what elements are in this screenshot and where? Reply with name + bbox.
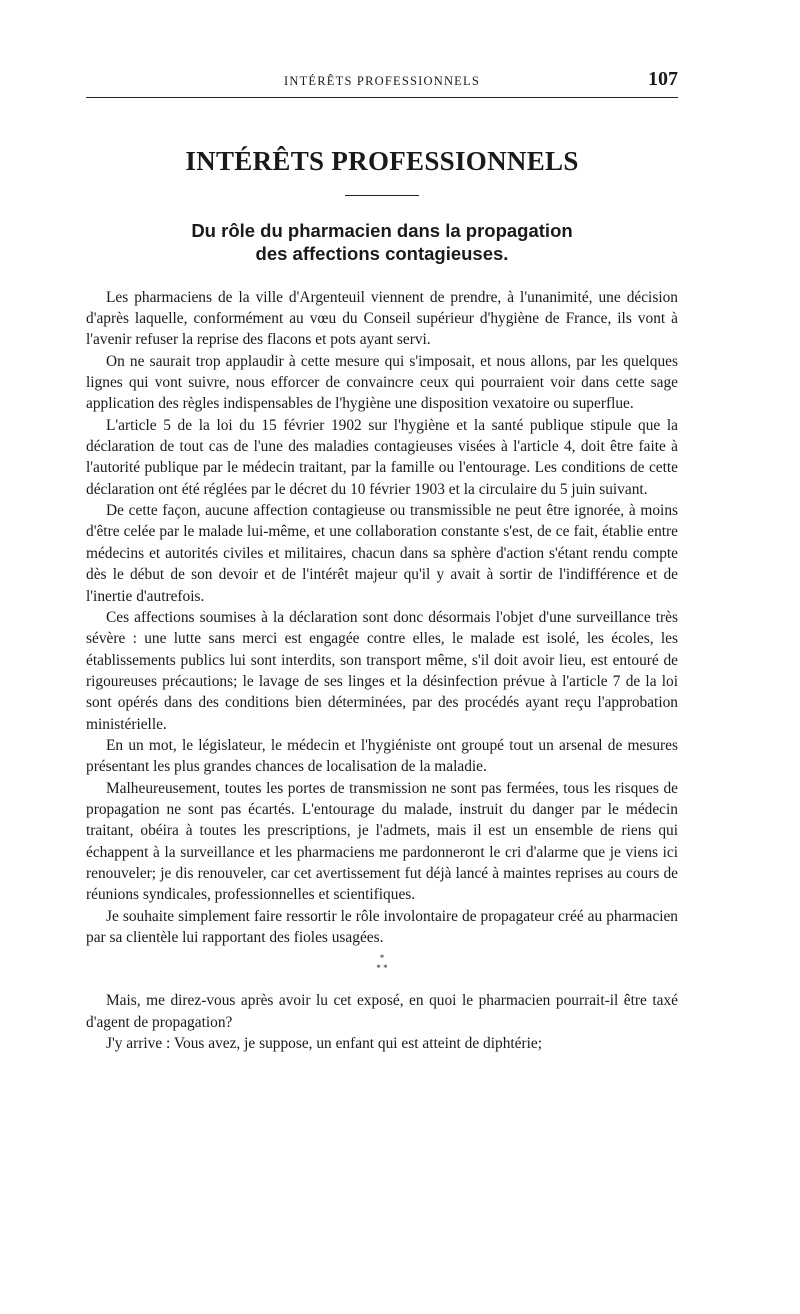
paragraph: J'y arrive : Vous avez, je suppose, un enfant qui est atteint de diphtérie; — [106, 1035, 543, 1053]
asterism-bottom: * * — [376, 963, 388, 974]
header-rule — [86, 97, 678, 98]
article-subtitle — [86, 219, 678, 265]
article-body — [86, 287, 678, 949]
section-asterism — [86, 954, 678, 986]
asterism-top: * — [379, 953, 385, 964]
paragraph: De cette façon, aucune affection contagieuse ou transmissible ne peut être ignorée, à moins d'être celée par le malade lui-même, et une collaboration constante s'est, de ce fait, établie entre médecins et autorités civiles et militaires, chacun dans sa sphère d'action s'étant rendu compte dès le début de son devoir et de l'intérêt majeur qu'il y avait à sortir de l'indifférence et de l'inertie d'autrefois. — [86, 502, 678, 605]
subtitle-line: Du rôle du pharmacien dans la propagation — [191, 219, 573, 241]
subtitle-line: des affections contagieuses. — [255, 242, 509, 264]
page-number: 107 — [648, 68, 678, 90]
title-rule — [345, 195, 419, 196]
running-header — [86, 62, 678, 94]
paragraph: L'article 5 de la loi du 15 février 1902 sur l'hygiène et la santé publique stipule que la déclaration de tout cas de l'une des maladies contagieuses visées à l'article 4, doit être faite à l'autorité publique par le médecin traitant, par la famille ou l'entourage. Les conditions de cette déclaration ont été réglées par le décret du 10 février 1903 et la circulaire du 5 juin suivant. — [86, 416, 678, 498]
article-body-continued — [86, 990, 678, 1054]
paragraph: Je souhaite simplement faire ressortir le rôle involontaire de propagateur créé au pharmacien par sa clientèle lui rapportant des fioles usagées. — [86, 907, 678, 946]
paragraph: Les pharmaciens de la ville d'Argenteuil viennent de prendre, à l'unanimité, une décision d'après laquelle, conformément au vœu du Conseil supérieur d'hygiène de France, ils vont à l'avenir refuser la reprise des flacons et pots ayant servi. — [86, 288, 678, 349]
paragraph: En un mot, le législateur, le médecin et l'hygiéniste ont groupé tout un arsenal de mesures présentant les plus grandes chances de localisation de la maladie. — [86, 736, 678, 776]
paragraph: Malheureusement, toutes les portes de transmission ne sont pas fermées, tous les risques de propagation ne sont pas écartés. L'entourage du malade, instruit du danger par le médecin traitant, obéira à toutes les prescriptions, je l'admets, mais il est un ensemble de riens qui échappent à la surveillance et les pharmaciens me pardonneront le cri d'alarme que je viens ici renouveler; je dis renouveler, car cet avertissement fut déjà lancé à maintes reprises au cours de réunions syndicales, professionnelles et scientifiques. — [86, 779, 678, 904]
paragraph: On ne saurait trop applaudir à cette mesure qui s'imposait, et nous allons, par les quelques lignes qui vont suivre, nous efforcer de convaincre ceux qui pourraient voir dans cette sage application des règles indispensables de l'hygiène une disposition vexatoire ou superflue. — [86, 352, 678, 413]
article-title: INTÉRÊTS PROFESSIONNELS — [185, 146, 579, 176]
book-page — [86, 62, 678, 1054]
running-title: INTÉRÊTS PROFESSIONNELS — [283, 74, 481, 88]
paragraph: Mais, me direz-vous après avoir lu cet exposé, en quoi le pharmacien pourrait-il être taxé d'agent de propagation? — [86, 992, 678, 1031]
paragraph: Ces affections soumises à la déclaration sont donc désormais l'objet d'une surveillance très sévère : une lutte sans merci est engagée contre elles, le malade est isolé, les écoles, les établissements publics lui sont interdits, son transport même, s'il doit avoir lieu, est entouré de rigoureuses précautions; le lavage de ses linges et la désinfection prévue à l'article 7 de la loi sont opérés dans des conditions bien déterminées, par des procédés ayant reçu l'approbation ministérielle. — [86, 608, 678, 733]
